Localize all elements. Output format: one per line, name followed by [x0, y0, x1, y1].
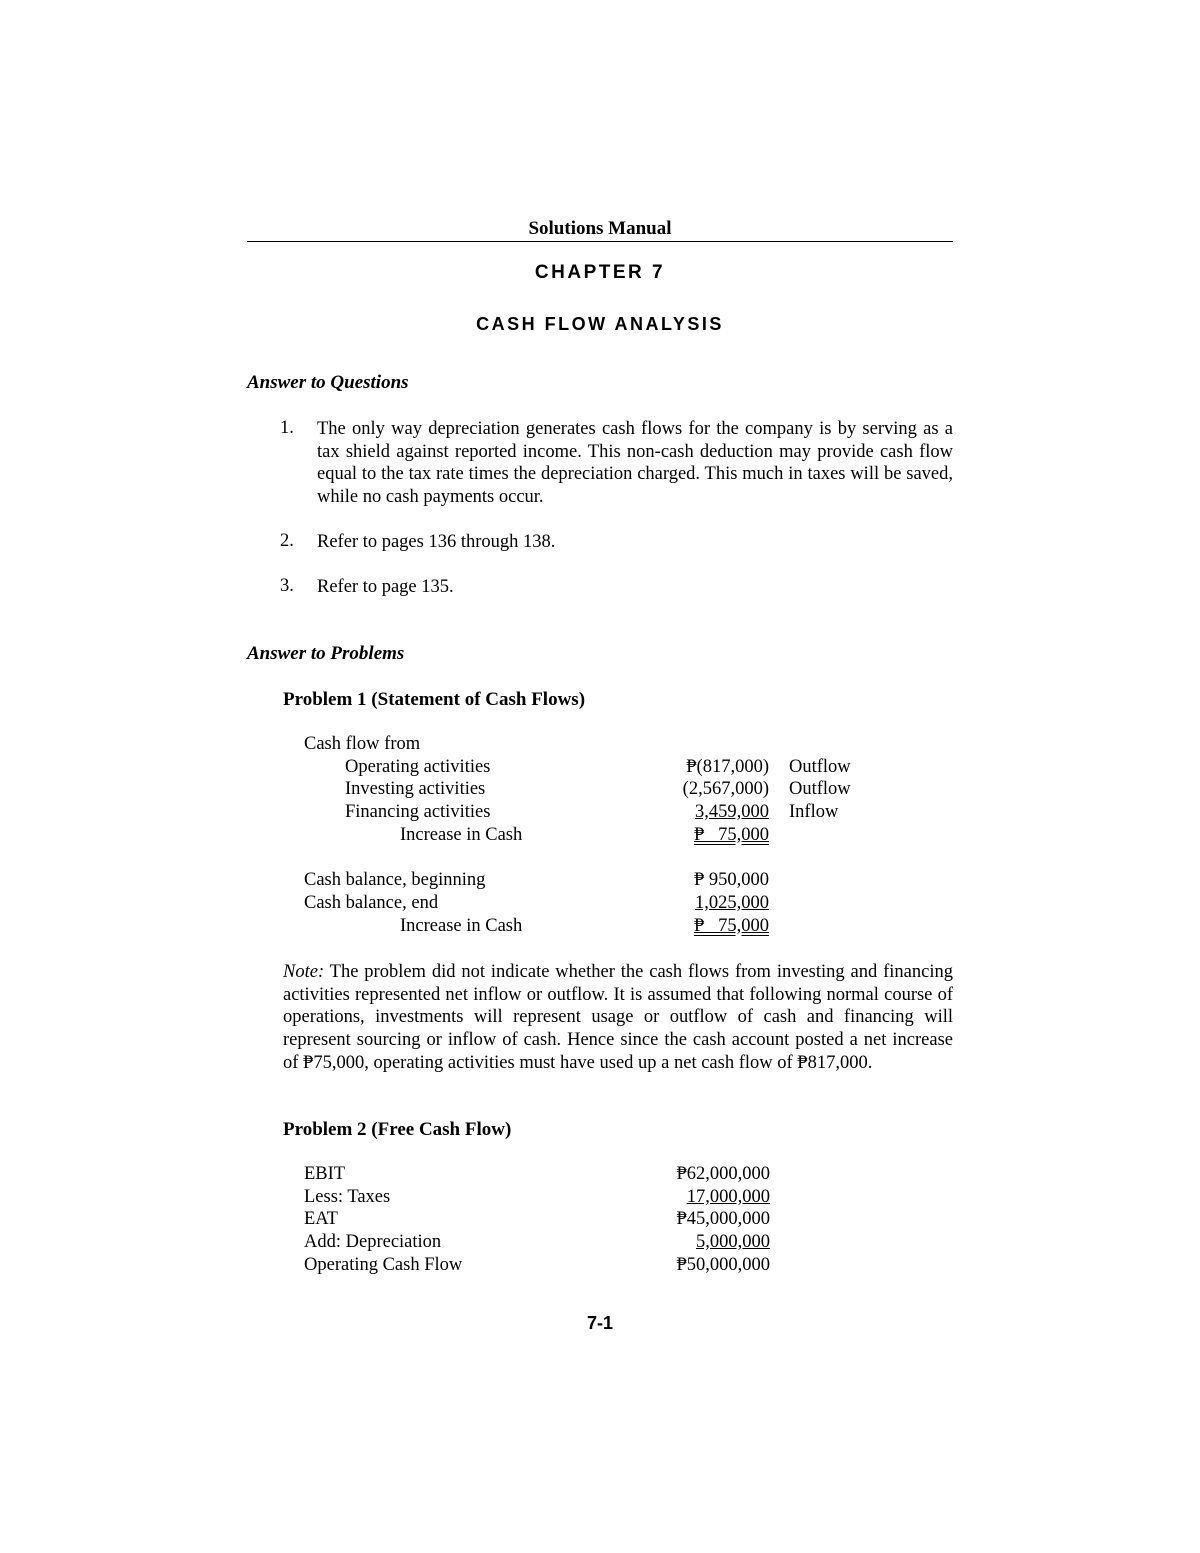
operating-activities-label: Operating activities — [345, 757, 491, 777]
investing-activities-amount: (2,567,000) — [682, 779, 769, 799]
question-3-answer: Refer to page 135. — [317, 577, 454, 597]
cash-balance-beginning-label: Cash balance, beginning — [304, 870, 486, 890]
operating-activities-flow: Outflow — [789, 757, 851, 777]
question-2-answer: Refer to pages 136 through 138. — [317, 532, 556, 552]
question-1-answer: The only way depreciation generates cash flows for the company is by serving as a tax shield against reported income. This non-cash deduction may provide cash flow equal to the tax rate times the depreciation charged. This much in taxes will be saved, while no cash payments occur. — [317, 419, 953, 508]
cash-balance-end-label: Cash balance, end — [304, 893, 439, 913]
question-3-number: 3. — [280, 576, 294, 596]
increase-in-cash-label: Increase in Cash — [400, 825, 523, 845]
ebit-label: EBIT — [304, 1164, 346, 1184]
cash-balance-end-amount: 1,025,000 — [695, 893, 769, 913]
question-1-number: 1. — [280, 418, 294, 438]
chapter-title: CASH FLOW ANALYSIS — [476, 314, 724, 334]
add-depreciation-amount: 5,000,000 — [696, 1232, 770, 1252]
cash-flow-from-label: Cash flow from — [304, 734, 421, 754]
increase-in-cash-amount: ₱ 75,000 — [693, 825, 769, 845]
financing-activities-amount: 3,459,000 — [695, 802, 769, 822]
page-number: 7-1 — [586, 1313, 613, 1333]
financing-activities-flow: Inflow — [789, 802, 839, 822]
problem-1-note — [283, 961, 953, 1075]
ebit-amount: ₱62,000,000 — [676, 1164, 770, 1184]
financing-activities-label: Financing activities — [345, 802, 491, 822]
running-header: Solutions Manual — [528, 218, 672, 239]
note-text: The problem did not indicate whether the cash flows from investing and financing activities represented net inflow or outflow. It is assumed that following normal course of operations, investments will represent usage or outflow of cash and financing will represent sourcing or inflow of cash. Hence since the cash account posted a net increase of ₱75,000, operating activities must have used up a net cash flow of ₱817,000. — [283, 962, 953, 1073]
eat-amount: ₱45,000,000 — [676, 1209, 770, 1229]
problem-2-title: Problem 2 (Free Cash Flow) — [283, 1119, 512, 1140]
less-taxes-amount: 17,000,000 — [686, 1187, 770, 1207]
increase-in-cash-check-label: Increase in Cash — [400, 916, 523, 936]
question-2-number: 2. — [280, 531, 294, 551]
questions-heading: Answer to Questions — [247, 372, 409, 393]
problem-1-title: Problem 1 (Statement of Cash Flows) — [283, 689, 586, 710]
investing-activities-label: Investing activities — [345, 779, 486, 799]
problems-heading: Answer to Problems — [247, 643, 405, 664]
operating-cash-flow-amount: ₱50,000,000 — [676, 1255, 770, 1275]
less-taxes-label: Less: Taxes — [304, 1187, 391, 1207]
increase-in-cash-check-amount: ₱ 75,000 — [693, 916, 769, 936]
add-depreciation-label: Add: Depreciation — [304, 1232, 442, 1252]
investing-activities-flow: Outflow — [789, 779, 851, 799]
chapter-label: CHAPTER 7 — [534, 262, 666, 283]
note-label: Note: — [283, 962, 325, 982]
cash-balance-beginning-amount: ₱ 950,000 — [693, 870, 769, 890]
header-rule — [247, 241, 953, 242]
eat-label: EAT — [304, 1209, 338, 1229]
operating-activities-amount: ₱(817,000) — [686, 757, 769, 777]
operating-cash-flow-label: Operating Cash Flow — [304, 1255, 463, 1275]
